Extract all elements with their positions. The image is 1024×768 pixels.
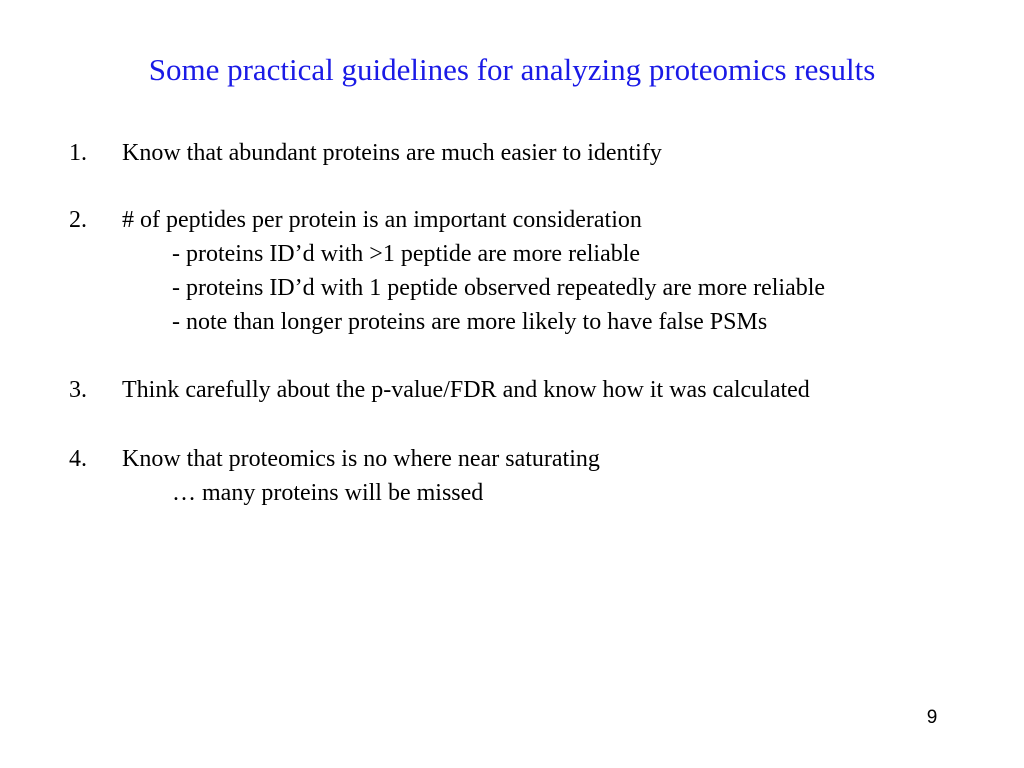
list-item-number: 1. bbox=[69, 140, 87, 166]
list-item-text: Know that abundant proteins are much easier to identify bbox=[122, 140, 662, 166]
sub-item: - proteins ID’d with >1 peptide are more reliable bbox=[172, 241, 641, 267]
list-item-text: Think carefully about the p-value/FDR and know how it was calculated bbox=[122, 377, 810, 403]
slide-title: Some practical guidelines for analyzing proteomics results bbox=[148, 52, 876, 87]
sub-item: - note than longer proteins are more likely to have false PSMs bbox=[172, 309, 768, 335]
sub-item: - proteins ID’d with 1 peptide observed repeatedly are more reliable bbox=[172, 275, 826, 301]
page-number: 9 bbox=[926, 707, 938, 728]
list-item-text: # of peptides per protein is an important consideration bbox=[122, 207, 642, 233]
list-item-text: Know that proteomics is no where near saturating bbox=[122, 446, 600, 472]
sub-item: … many proteins will be missed bbox=[172, 480, 484, 506]
list-item-number: 4. bbox=[69, 446, 87, 472]
list-item-number: 2. bbox=[69, 207, 87, 233]
list-item-number: 3. bbox=[69, 377, 87, 403]
